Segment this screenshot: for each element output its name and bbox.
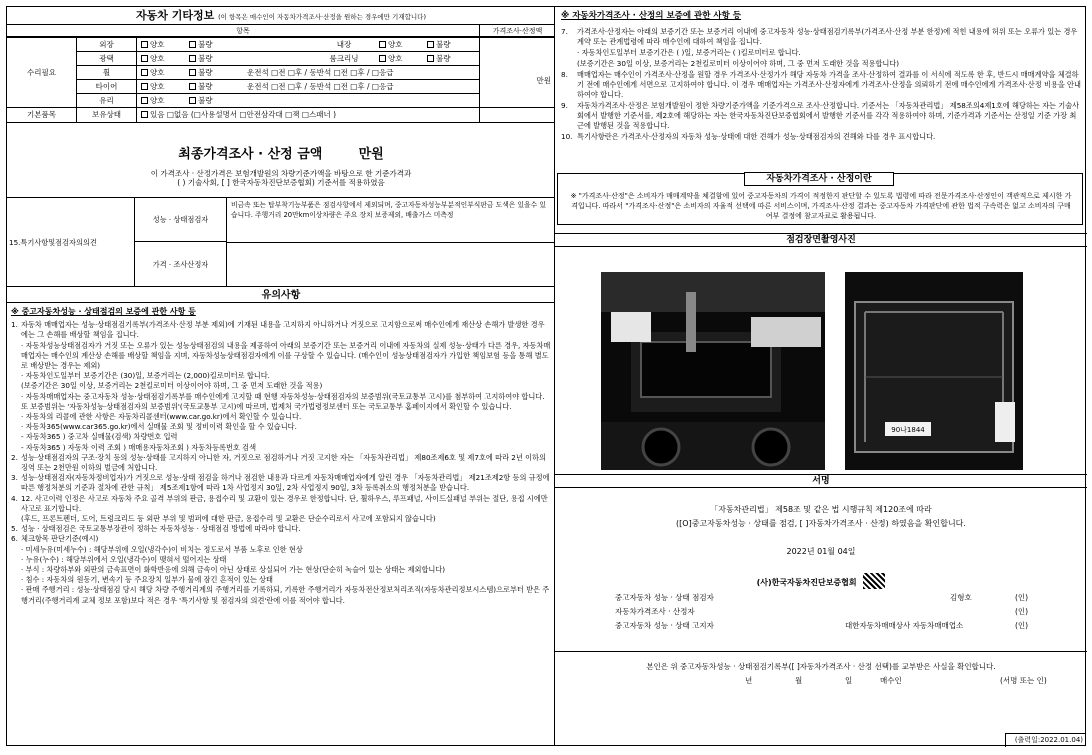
note-item (11, 545, 551, 555)
note-text: 성능·상태점검자의 구조·장치 등의 성능·상태를 고지하지 아니한 자, 거짓으로 점검하거나 거짓 고지한 자는 「자동차관리법」 제80조제6호 및 제7호에 따라 2년 이하의 징역 또는 2천만원 이하의 벌금에 처합니다. (21, 452, 546, 473)
note-number (11, 422, 21, 432)
note-item (11, 422, 551, 432)
note-item (561, 132, 1083, 142)
repair-needed-label: 수리필요 (7, 37, 77, 107)
condition-price-unit: 만원 (479, 37, 555, 123)
note-item (11, 381, 551, 391)
note-number (11, 565, 21, 575)
signer-row: 자동차가격조사 · 산정자 (인) (615, 607, 1029, 616)
note-text: 자동차 매매업자는 성능·상태점검기록부(가격조사·산정 부분 제외)에 기재된 내용을 고지하지 아니하거나 거짓으로 고지함으로써 매수인에게 재산상 손해가 발생한 경우에는 그 손해를 배상할 책임을 집니다. (21, 320, 545, 340)
option-good[interactable]: 양호 (141, 52, 165, 65)
note-number (11, 392, 21, 412)
note-number (11, 545, 21, 555)
print-date: (출력일:2022.01.04) (1005, 733, 1085, 747)
note-text: · 자동차의 리콜에 관한 사항은 자동차리콜센터(www.car.go.kr)에서 확인할 수 있습니다. (21, 412, 302, 422)
note-text: · 자동차성능상태점검자가 거짓 또는 오류가 있는 성능상태점검의 내용을 제공하여 아래의 보증기간 또는 보증거리 이내에 자동차의 실제 성능·상태가 다른 경우, 자동차매매업자는 매수인의 계산상 손해를 배상할 책임을 지며, 자동차성능상태점검자에게 이를 구상할 수 있습니다. (매수인이 성능상태점검자가 가입한 책임보험 등을 통해 별도로 배상받는 경우는 제외) (21, 340, 551, 371)
note-item (11, 494, 551, 514)
row-label: 외장 (77, 38, 137, 51)
option-bad[interactable]: 불량 (189, 66, 213, 79)
note-text: · 침수 : 자동차의 원동기, 변속기 등 주요장치 일부가 물에 잠긴 흔적이 있는 상태 (21, 575, 273, 585)
note-text: - 자동차365 ) 중고차 실매물(검색) 차량번호 입력 (21, 432, 178, 442)
note-number (11, 585, 21, 605)
left-notes (11, 307, 551, 606)
note-item (561, 101, 1083, 131)
plate-number: 90나1844 (891, 426, 925, 434)
note-number (11, 443, 21, 453)
condition-row (77, 93, 479, 107)
price-appraiser-label: 가격 · 조사산정자 (135, 242, 227, 287)
inspection-photo-rear (601, 272, 825, 470)
note-number: 8. (561, 70, 568, 79)
note-number: 3. (11, 473, 18, 483)
condition-section-title (7, 7, 555, 25)
law-line: 「자동차관리법」 제58조 및 같은 법 시행규칙 제120조에 따라 (710, 505, 932, 514)
note-number: 9. (561, 101, 568, 110)
possession-options[interactable]: 있음 □없음 (□사용설명서 □안전삼각대 □잭 □스패너 ) (141, 108, 336, 121)
note-text: · 누유(누수) : 해당부위에서 오일(냉각수)이 맺혀서 떨어지는 상태 (21, 554, 227, 564)
right-notes-heading: ※ 자동차가격조사 · 산정의 보증에 관한 사항 등 (561, 11, 742, 21)
left-column (7, 7, 555, 745)
signer-row: 중고자동차 성능 · 상태 점검자 김형호 (인) (615, 593, 1029, 602)
note-text: · 자동차인도일부터 보증기간은 ( )일, 보증거리는 ( )킬로미터로 합니다. (577, 48, 801, 57)
note-item (11, 585, 551, 605)
buyer-sign-row: 년 월 일 매수인 (서명 또는 인) (745, 676, 1047, 685)
final-price-title: 최종가격조사 · 산정 금액 만원 (178, 147, 384, 162)
inspector-label: 성능 · 상태점검자 (135, 198, 227, 242)
special-notes-label: 15.특기사항및점검자의의견 (7, 198, 135, 287)
price-header: 가격조사·산정액 (479, 25, 555, 37)
note-number: 4. (11, 493, 18, 503)
note-text: · 부식 : 차량하부와 외판의 금속표면이 화학반응에 의해 금속이 아닌 상태로 상실되어 가는 현상(단순히 녹슬어 있는 상태는 제외합니다) (21, 565, 446, 575)
option-bad[interactable]: 불량 (189, 94, 213, 107)
photo-section-title: 점검장면촬영사진 (555, 233, 1087, 247)
option-good[interactable]: 양호 (379, 38, 403, 51)
note-text: (후드, 프론트펜더, 도어, 트렁크리드 등 외판 부위 및 범퍼에 대한 판금, 용접수리 및 교환은 단순수리로서 사고에 포함되지 않습니다) (21, 514, 436, 524)
note-text: · 자동차매매업자는 중고자동차 성능·상태점검기록부를 매수인에게 고지할 때 현행 자동차성능·상태점검자의 보증범위(국토교통부 고시)를 첨부하여 고지하여야 합니다. 또 보증범위는 '자동차성능·상태점검자의 보증범위'(국토교통부 고시)에 따르며, 법제처 국가법령정보센터 또는 국토교통부 홈페이지에서 확인할 수 있습니다. (21, 391, 545, 411)
signature-section-title: 서명 (555, 474, 1087, 488)
note-number (11, 555, 21, 565)
inspection-photo-front (845, 272, 1023, 470)
note-number: 2. (11, 452, 18, 462)
tire-position-options[interactable]: 운전석 □전 □후 / 동반석 □전 □후 / □응급 (247, 82, 394, 91)
definition-title: 자동차가격조사 · 산정이란 (744, 172, 894, 186)
signer-row: 중고자동차 성능 · 상태 고지자 대한자동차매매상사 자동차매매업소 (인) (615, 621, 1029, 630)
note-text: 매매업자는 매수인이 가격조사·산정을 원할 경우 가격조사·산정가가 해당 자동차 가격을 조사·산정하여 결과를 이 서식에 적도록 한 후, 반드시 매매계약을 체결하기 전에 매수인에게 서면으로 고지하여야 합니다. 이 경우 매매업자는 가격조사·산정자에게 가격조사·산정을 의뢰하기 전에 매수인에게 가격조사·산정 비용을 안내하여야 합니다. (577, 70, 1081, 99)
condition-row (77, 51, 479, 65)
inspector-opinion: 비금속 또는 탑부착기능부품은 점검사항에서 제외되며, 중고자동차성능부분적인부식판금 도색은 있을수 있습니다. 주행거리 20만km이상차량은 주요 장치 보증제외, 배출가스 미측정 (231, 201, 546, 219)
note-text: 특기사항란은 가격조사·산정자의 자동차 성능·상태에 대한 견해가 성능·상태점검자의 견해와 다를 경우 표시합니다. (577, 132, 936, 141)
row-label: 광택 (77, 52, 137, 65)
definition-box (557, 173, 1083, 225)
row-label: 휠 (77, 66, 137, 79)
note-text: (보증기간은 30일 이상, 보증거리는 2천킬로미터 이상이어야 하며, 그 중 먼저 도래한 것을 적용) (21, 381, 323, 391)
association-name: (사)한국자동차진단보증협회 (555, 573, 1087, 589)
note-number (11, 514, 21, 524)
note-number (11, 341, 21, 372)
note-item (561, 70, 1083, 100)
note-item (11, 555, 551, 565)
note-item (11, 575, 551, 585)
note-number (561, 59, 577, 69)
note-item (11, 432, 551, 442)
note-text: · 미세누유(미세누수) : 해당부위에 오일(냉각수)이 비치는 정도로서 부품 노후로 인한 현상 (21, 544, 303, 554)
note-number: 5. (11, 524, 18, 534)
row-label: 타이어 (77, 80, 137, 93)
note-text: 자동차가격조사·산정은 보험개발원이 정한 차량기준가액을 기준가격으로 조사·산정합니다. 기준서는 「자동차관리법」 제58조의4제1호에 해당하는 자는 기술사회에서 발행한 기준서를, 제2호에 해당하는 자는 한국자동차진단보증협회에서 발행한 기준서를 각각 적용하여야 하며, 기준가격과 기준서는 산정일 기준 가장 최근에 발행된 것을 적용합니다. (577, 101, 1080, 130)
final-price-note: 이 가격조사 · 산정가격은 보험개발원의 차량기준가액을 바탕으로 한 기준가격과 ( ) 기술사회, [ ] 한국자동차진단보증협회) 기준서를 적용하였음 (150, 169, 412, 188)
note-text: · 자동차365(www.car365.go.kr)에서 실매물 조회 및 정비이력 확인을 할 수 있습니다. (21, 422, 297, 432)
row-label: 유리 (77, 94, 137, 107)
condition-title-note: (이 항목은 매수인이 자동차가격조사·산정을 원하는 경우에만 기재합니다) (218, 13, 426, 21)
final-price-section (7, 141, 555, 189)
option-bad[interactable]: 불량 (189, 80, 213, 93)
condition-row (77, 79, 479, 93)
left-notes-list (11, 320, 551, 606)
note-item (11, 371, 551, 381)
note-item (11, 524, 551, 534)
definition-text: ※ "가격조사·산정"은 소비자가 매매계약을 체결함에 있어 중고자동차의 가격이 적정한지 판단할 수 있도록 법령에 따라 전문가격조사·산정인이 객관적으로 제시한 가격입니다. 따라서 "가격조사·산정"은 소비자의 자율적 선택에 따른 서비스이며, 가격조사·산정 결과는 중고자동차 가격판단에 관한 법적 구속력은 없고 소비자의 구매여부 결정에 참고자료로 활용됩니다. (570, 192, 1072, 220)
note-item (11, 473, 551, 493)
note-text: 성능·상태점검자(자동차정비업자)가 거짓으로 성능·상태 점검을 하거나 점검한 내용과 다르게 자동차매매업자에게 알린 경우 「자동차관리법」 제21조제2항 등의 규정에 따른 행정처분의 기준과 절차에 관한 규칙」 제5조제1항에 따라 1차 사업정지 30일, 2차 사업정지 90일, 3차 등록취소의 행정처분을 받습니다. (21, 473, 550, 493)
notice-title: 유의사항 (7, 289, 555, 303)
note-item (11, 341, 551, 372)
confirm-line: ([O]중고자동차성능 · 상태를 점검, [ ]자동차가격조사 · 산정) 하였음을 확인합니다. (676, 519, 966, 528)
note-item (561, 59, 1083, 69)
note-number (561, 48, 577, 58)
note-item (11, 514, 551, 524)
note-number: 1. (11, 320, 18, 330)
note-number (11, 575, 21, 585)
right-column (555, 7, 1085, 745)
association-seal-icon (863, 573, 885, 589)
left-notes-heading: ※ 중고자동차성능 · 상태점검의 보증에 관한 사항 등 (11, 307, 196, 316)
note-number (11, 371, 21, 381)
inspection-record-page (6, 6, 1086, 746)
basic-items-row (7, 107, 555, 123)
option-bad[interactable]: 불량 (427, 52, 451, 65)
note-item (561, 48, 1083, 58)
buyer-confirm-line: 본인은 위 중고자동차성능 · 상태점검기록부([ ]자동차가격조사 · 산정 선택)를 교부받은 사실을 확인합니다. (646, 662, 996, 671)
special-notes-section (7, 197, 555, 287)
note-item (11, 565, 551, 575)
note-text: 체크항목 판단기준(예시) (21, 534, 99, 544)
note-item (11, 320, 551, 340)
note-item (11, 534, 551, 544)
note-text: · 자동차인도일부터 보증기간은 (30)일, 보증거리는 (2,000)킬로미터로 합니다. (21, 371, 270, 381)
note-item (11, 412, 551, 422)
condition-title: 자동차 기타정보 (136, 9, 215, 22)
option-good[interactable]: 양호 (379, 52, 403, 65)
note-item (11, 392, 551, 412)
note-text: · 판매 주행거리 : 성능·상태점검 당시 해당 차량 주행거리계의 주행거리를 기록하되, 기록한 주행거리가 자동차전산정보처리조직(자동차관리정보시스템)으로부터 받은 주행거리(주행거리계 교체 정보 포함)보다 적은 경우 '특기사항 및 점검자의 의견'란에 이를 적어야 합니다. (21, 585, 550, 605)
row-label-2: 룸크리닝 (329, 54, 359, 63)
option-good[interactable]: 양호 (141, 80, 165, 93)
right-notes-list (561, 27, 1083, 142)
note-number: 7. (561, 27, 568, 36)
option-bad[interactable]: 불량 (427, 38, 451, 51)
sign-date: 2022년 01월 04일 (786, 547, 856, 556)
possession-label: 보유상태 (77, 108, 137, 123)
option-good[interactable]: 양호 (141, 38, 165, 51)
note-number (11, 412, 21, 422)
right-notes (561, 11, 1083, 143)
note-text: - 자동차365 ) 자동차 이력 조회 ) 매매용자동차조회 ) 자동차등록번호 검색 (21, 442, 257, 452)
option-good[interactable]: 양호 (141, 94, 165, 107)
note-text: 가격조사·산정자는 아래의 보증기간 또는 보증거리 이내에 중고자동차 성능·상태점검기록부(가격조사·산정 부분 한정)에 적힌 내용에 허위 또는 오류가 있는 경우 계약 또는 관계법령에 따라 매수인에 대하여 책임을 집니다. (577, 27, 1078, 46)
basic-items-label: 기본품목 (7, 108, 77, 123)
note-number (11, 381, 21, 391)
note-number: 6. (11, 534, 18, 544)
option-good[interactable]: 양호 (141, 66, 165, 79)
note-text: 12. 사고이력 인정은 사고로 자동차 주요 골격 부위의 판금, 용접수리 및 교환이 있는 경우로 한정합니다. 단, 휠하우스, 루프패널, 사이드실패널 부위는 절단, 용접 시에만 사고로 표기합니다. (21, 493, 548, 513)
note-text: (보증기간은 30일 이상, 보증거리는 2천킬로미터 이상이어야 하며, 그 중 먼저 도래한 것을 적용합니다) (577, 59, 900, 68)
condition-row (77, 65, 479, 79)
item-header: 항목 (7, 25, 479, 37)
note-item (11, 443, 551, 453)
condition-row (77, 37, 479, 51)
buyer-confirm-section (555, 651, 1087, 747)
wheel-position-options[interactable]: 운전석 □전 □후 / 동반석 □전 □후 / □응급 (247, 68, 394, 77)
note-item (561, 27, 1083, 47)
option-bad[interactable]: 불량 (189, 52, 213, 65)
note-text: 성능 · 상태점검은 국토교통부장관이 정하는 자동차성능 · 상태점검 방법에 따라야 합니다. (21, 524, 301, 534)
note-number (11, 432, 21, 442)
divider (227, 242, 555, 243)
option-bad[interactable]: 불량 (189, 38, 213, 51)
note-item (11, 453, 551, 473)
row-label-2: 내장 (336, 40, 352, 49)
note-number: 10. (561, 132, 573, 141)
